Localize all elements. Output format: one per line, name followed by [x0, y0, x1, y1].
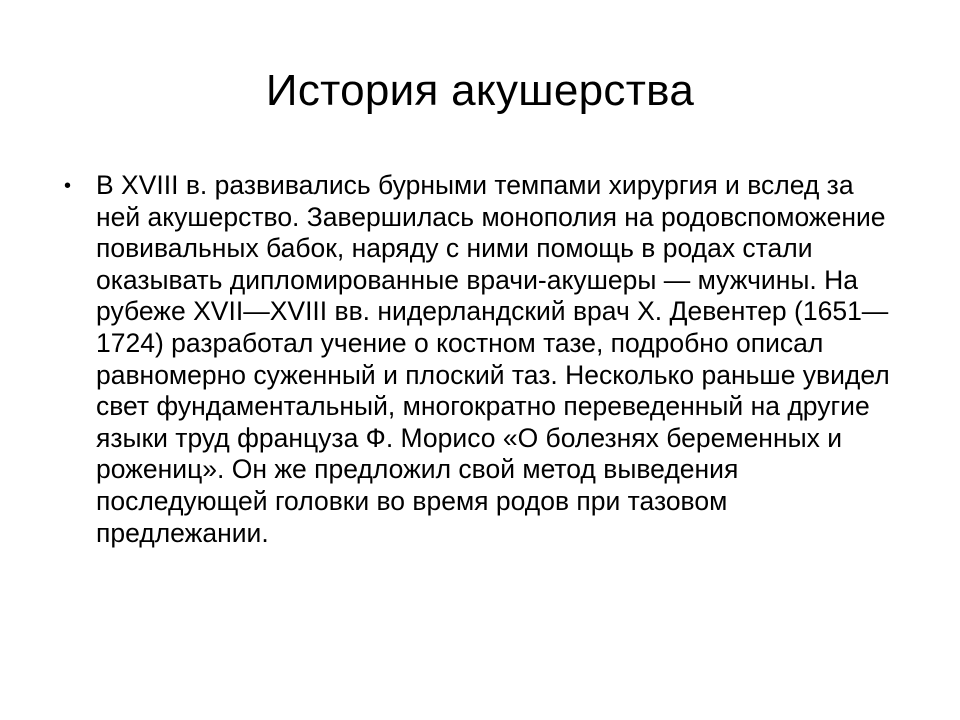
bullet-item: [64, 170, 904, 549]
slide-content: [64, 170, 904, 549]
slide-title: История акушерства: [265, 66, 695, 115]
bullet-marker: •: [64, 175, 72, 197]
bullet-text: В XVIII в. развивались бурными темпами хирургия и вслед за ней акушерство. Завершилась монополия на родовспоможение повивальных бабок, наряду с ними помощь в родах стали оказывать дипломированные врачи-акушеры — мужчины. На рубеже XVII—XVIII вв. нидерландский врач X. Девентер (1651— 1724) разработал учение о костном тазе, подробно описал равномерно суженный и плоский таз. Несколько раньше увидел свет фундаментальный, многократно переведенный на другие языки труд француза Ф. Морисо «О болезнях беременных и рожениц». Он же предложил свой метод выведения последующей головки во время родов при тазовом предлежании.: [96, 170, 890, 548]
